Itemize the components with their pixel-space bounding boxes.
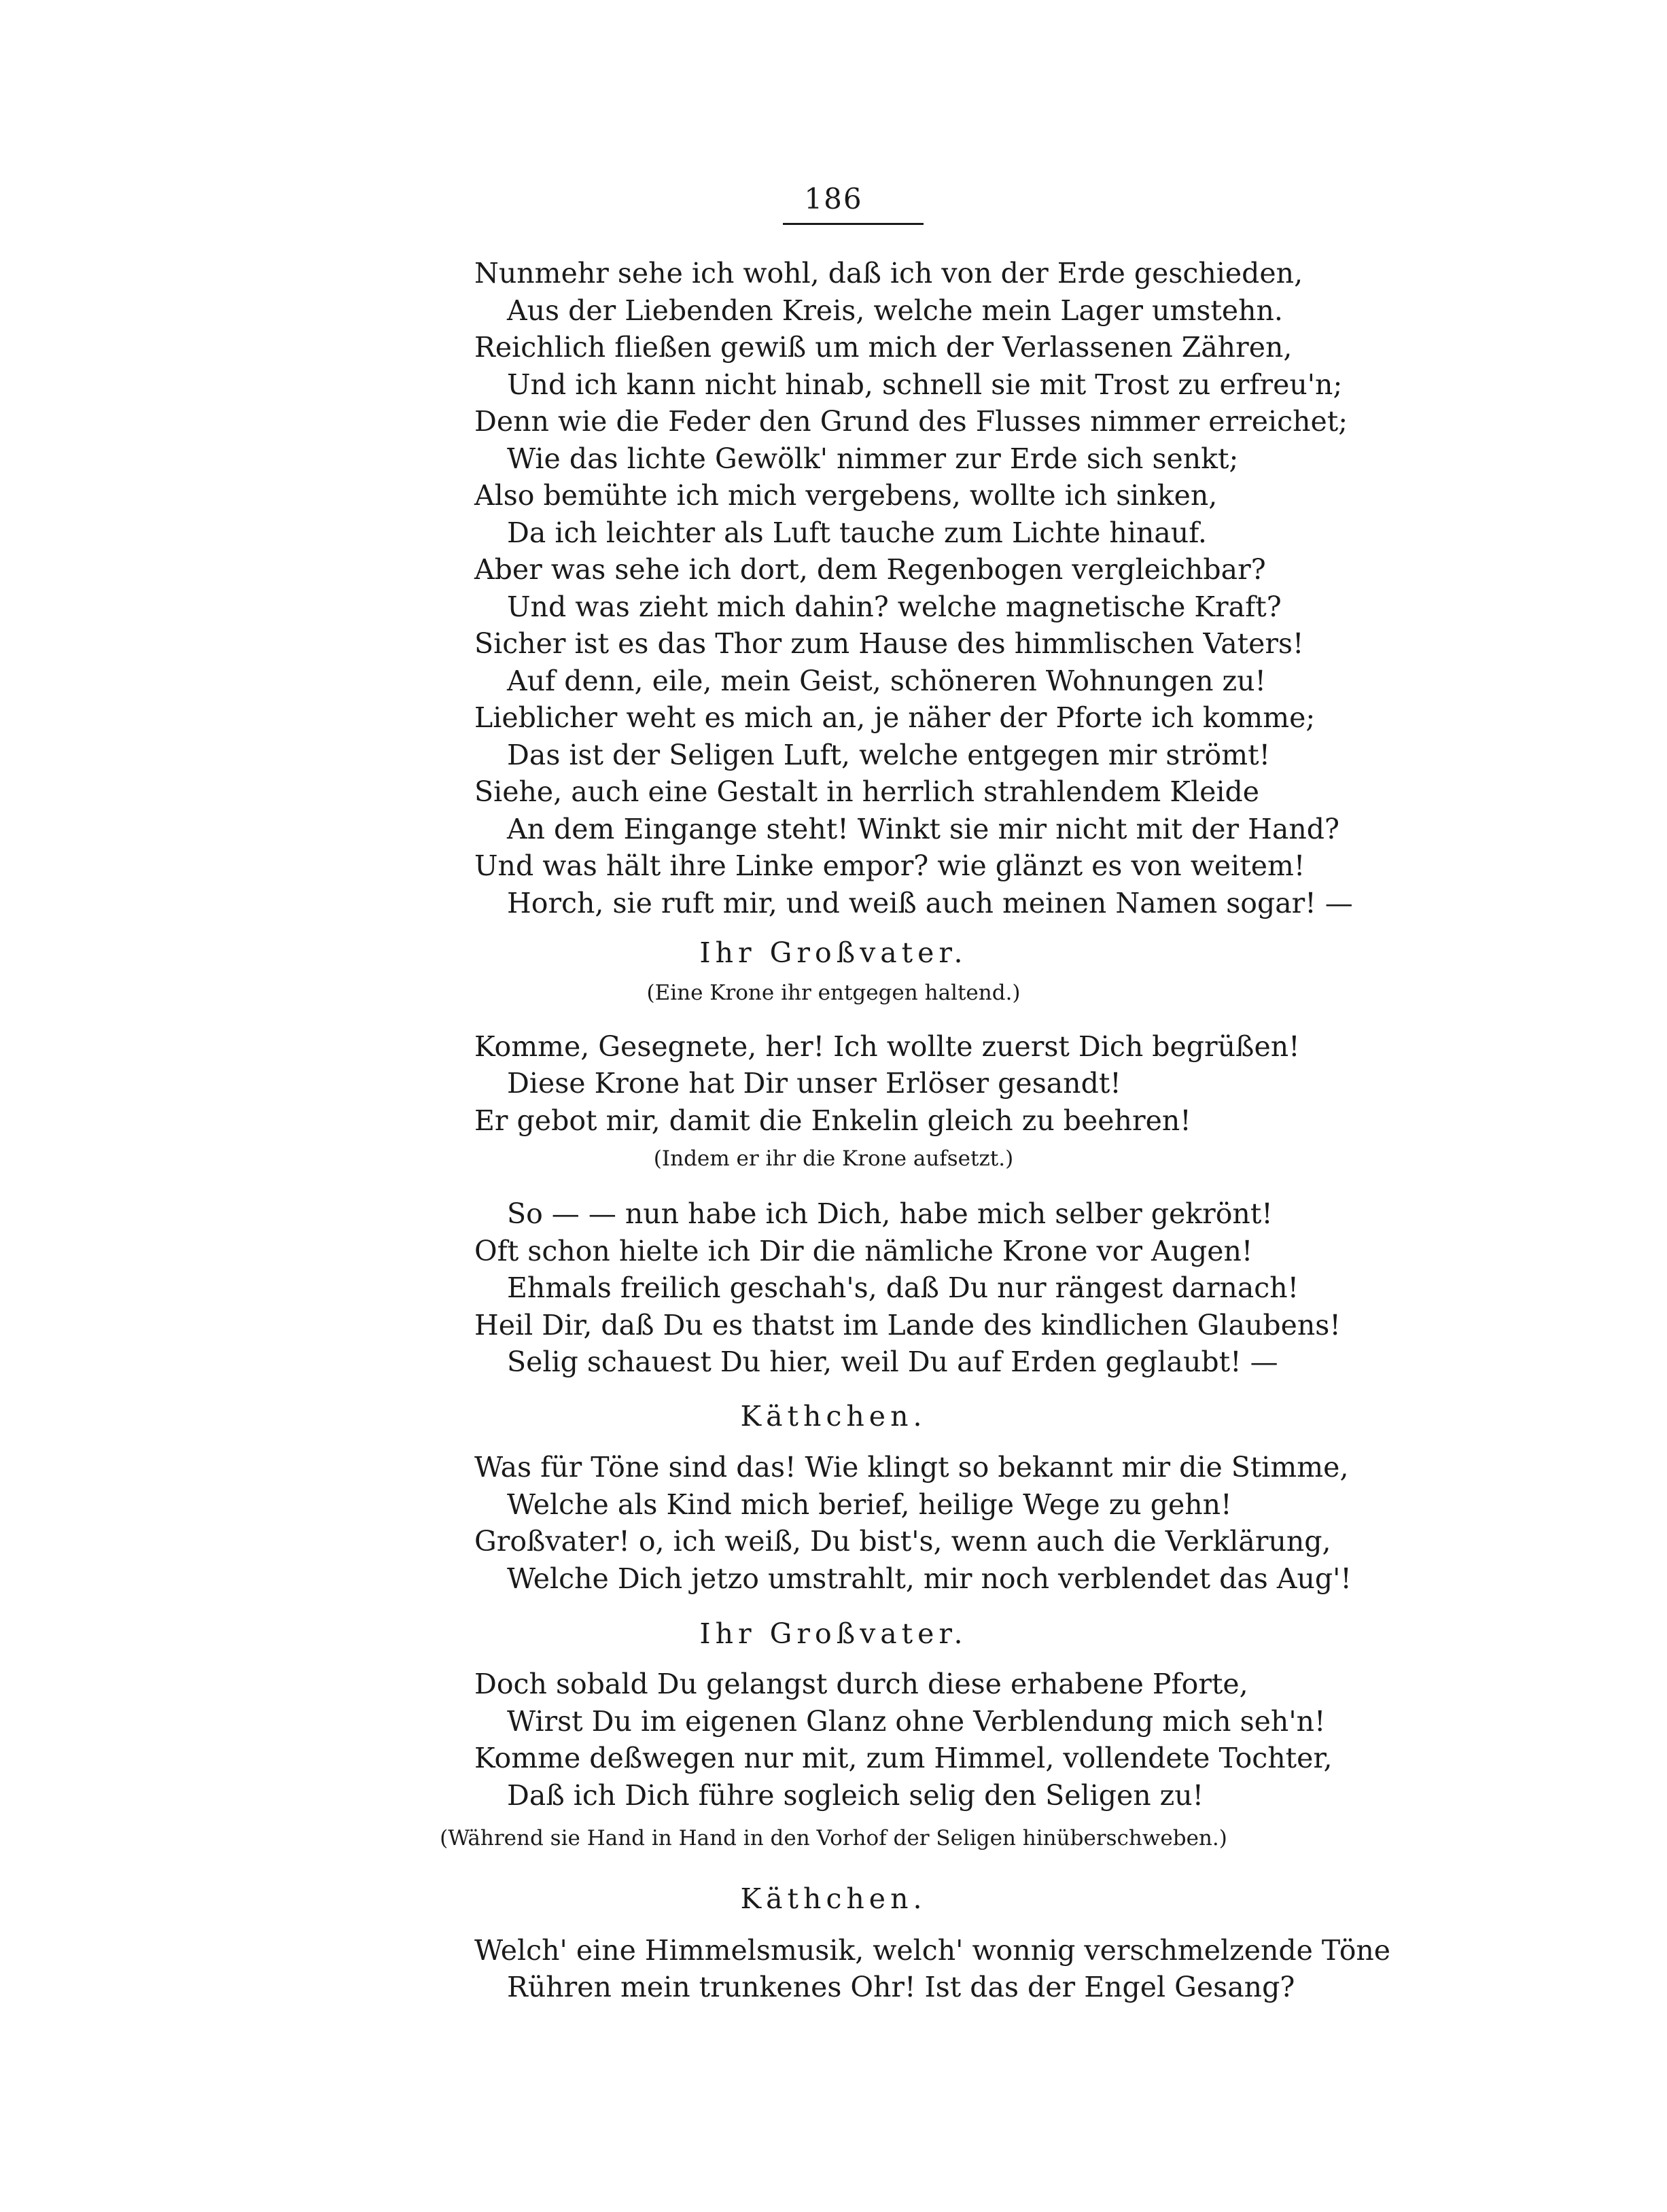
verse-line: Komme, Gesegnete, her! Ich wollte zuerst Dich begrüßen!: [474, 1030, 1300, 1063]
verse-line: Heil Dir, daß Du es thatst im Lande des kindlichen Glaubens!: [474, 1309, 1341, 1341]
verse-line: Siehe, auch eine Gestalt in herrlich strahlendem Kleide: [474, 775, 1259, 808]
stage-direction: (Indem er ihr die Krone aufsetzt.): [653, 1146, 1014, 1171]
verse-line: Nunmehr sehe ich wohl, daß ich von der Erde geschieden,: [474, 257, 1303, 289]
verse-line: Oft schon hielte ich Dir die nämliche Krone vor Augen!: [474, 1235, 1253, 1267]
verse-line: Und was hält ihre Linke empor? wie glänzt es von weitem!: [474, 849, 1305, 882]
page-number: 186: [804, 182, 863, 215]
stage-direction: (Während sie Hand in Hand in den Vorhof der Seligen hinüberschweben.): [440, 1826, 1227, 1850]
speaker-heading: Käthchen.: [740, 1400, 927, 1433]
verse-line: Horch, sie ruft mir, und weiß auch meinen Namen sogar! —: [507, 887, 1353, 919]
verse-line: Welch' eine Himmelsmusik, welch' wonnig verschmelzende Töne: [474, 1934, 1391, 1967]
verse-line: Also bemühte ich mich vergebens, wollte ich sinken,: [474, 479, 1218, 512]
verse-line: Welche als Kind mich berief, heilige Wege zu gehn!: [507, 1488, 1232, 1521]
stage-direction: (Eine Krone ihr entgegen haltend.): [646, 981, 1021, 1005]
verse-line: Welche Dich jetzo umstrahlt, mir noch verblendet das Aug'!: [507, 1562, 1352, 1595]
verse-line: Komme deßwegen nur mit, zum Himmel, vollendete Tochter,: [474, 1742, 1333, 1774]
verse-line: Großvater! o, ich weiß, Du bist's, wenn auch die Verklärung,: [474, 1525, 1331, 1558]
verse-line: Wie das lichte Gewölk' nimmer zur Erde sich senkt;: [507, 442, 1239, 475]
verse-line: Er gebot mir, damit die Enkelin gleich zu beehren!: [474, 1104, 1191, 1137]
verse-line: Ehmals freilich geschah's, daß Du nur rängest darnach!: [507, 1271, 1299, 1304]
verse-line: Und was zieht mich dahin? welche magnetische Kraft?: [507, 591, 1282, 623]
verse-line: An dem Eingange steht! Winkt sie mir nicht mit der Hand?: [507, 813, 1339, 845]
verse-line: Denn wie die Feder den Grund des Flusses nimmer erreichet;: [474, 405, 1348, 438]
verse-line: Sicher ist es das Thor zum Hause des himmlischen Vaters!: [474, 627, 1304, 660]
verse-line: Selig schauest Du hier, weil Du auf Erden geglaubt! —: [507, 1346, 1278, 1378]
verse-line: So — — nun habe ich Dich, habe mich selber gekrönt!: [507, 1197, 1273, 1230]
header-rule: [783, 223, 924, 225]
verse-line: Da ich leichter als Luft tauche zum Lichte hinauf.: [507, 516, 1207, 549]
verse-line: Aber was sehe ich dort, dem Regenbogen vergleichbar?: [474, 553, 1266, 586]
speaker-heading: Ihr Großvater.: [699, 936, 968, 969]
verse-line: Doch sobald Du gelangst durch diese erhabene Pforte,: [474, 1668, 1248, 1700]
verse-line: Aus der Liebenden Kreis, welche mein Lager umstehn.: [507, 294, 1283, 327]
verse-line: Daß ich Dich führe sogleich selig den Seligen zu!: [507, 1779, 1204, 1812]
verse-line: Was für Töne sind das! Wie klingt so bekannt mir die Stimme,: [474, 1451, 1349, 1484]
verse-line: Auf denn, eile, mein Geist, schöneren Wohnungen zu!: [507, 665, 1266, 697]
speaker-heading: Ihr Großvater.: [699, 1617, 968, 1650]
verse-line: Rühren mein trunkenes Ohr! Ist das der Engel Gesang?: [507, 1971, 1295, 2003]
verse-line: Lieblicher weht es mich an, je näher der Pforte ich komme;: [474, 701, 1316, 734]
verse-line: Das ist der Seligen Luft, welche entgegen mir strömt!: [507, 739, 1271, 771]
speaker-heading: Käthchen.: [740, 1882, 927, 1915]
verse-line: Wirst Du im eigenen Glanz ohne Verblendung mich seh'n!: [507, 1705, 1326, 1738]
verse-line: Reichlich fließen gewiß um mich der Verlassenen Zähren,: [474, 331, 1293, 364]
verse-line: Und ich kann nicht hinab, schnell sie mit Trost zu erfreu'n;: [507, 368, 1343, 401]
verse-line: Diese Krone hat Dir unser Erlöser gesandt!: [507, 1067, 1121, 1100]
